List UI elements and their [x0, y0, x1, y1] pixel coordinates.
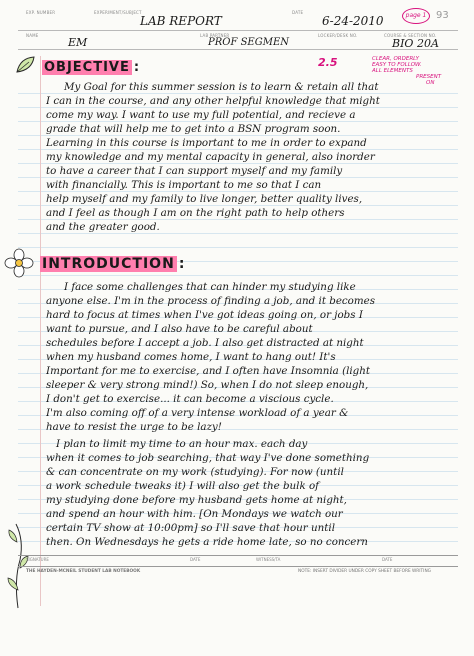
notebook-brand: THE HAYDEN-MCNEIL STUDENT LAB NOTEBOOK	[26, 569, 141, 574]
ruled-line	[18, 121, 458, 122]
objective-heading: OBJECTIVE :	[44, 60, 141, 75]
ruled-line	[18, 93, 458, 94]
introduction-line: I face some challenges that can hinder my studying like	[64, 281, 356, 293]
introduction-line: then. On Wednesdays he gets a ride home late, so no concern	[46, 536, 368, 548]
ruled-line	[18, 233, 458, 234]
notebook-note: NOTE: INSERT DIVIDER UNDER COPY SHEET BEFORE WRITING	[298, 569, 431, 574]
ruled-line	[18, 149, 458, 150]
introduction-heading: INTRODUCTION :	[42, 256, 186, 272]
grader-margin-note: CLEAR, ORDERLY EASY TO FOLLOW. ALL ELEMENTS PRESENT ON	[372, 56, 442, 86]
objective-line: and I feel as though I am on the right path to help others	[46, 207, 345, 219]
objective-line: help myself and my family to live longer, better quality lives,	[46, 193, 363, 205]
introduction-line: want to pursue, and I also have to be careful about	[46, 323, 313, 335]
ruled-line	[18, 219, 458, 220]
introduction-line: have to resist the urge to be lazy!	[46, 421, 222, 433]
introduction-line: Important for me to exercise, and I often have Insomnia (light	[46, 365, 371, 377]
introduction-line: anyone else. I'm in the process of finding a job, and it becomes	[46, 295, 376, 307]
ruled-line	[18, 191, 458, 192]
lab-partner-value: PROF SEGMEN	[208, 37, 290, 48]
margin-line	[40, 56, 41, 606]
course-label: COURSE & SECTION NO.	[384, 33, 437, 38]
objective-line: My Goal for this summer session is to learn & retain all that	[64, 81, 379, 93]
objective-line: Learning in this course is important to me in order to expand	[46, 137, 367, 149]
objective-line: and the greater good.	[46, 221, 160, 233]
course-value: BIO 20A	[392, 37, 439, 50]
witness-date-label: DATE	[382, 557, 393, 562]
date-label: DATE	[292, 10, 304, 15]
introduction-line: when it comes to job searching, that way I've done something	[46, 452, 370, 464]
leaf-doodle-icon	[14, 54, 38, 76]
objective-line: I can in the course, and any other helpful knowledge that might	[46, 95, 380, 107]
score-mark: 2.5	[318, 56, 338, 69]
introduction-line: certain TV show at 10:00pm] so I'll save that hour until	[46, 522, 335, 534]
objective-line: my knowledge and my mental capacity in general, also inorder	[46, 151, 375, 163]
witness-label: WITNESS/TA	[256, 557, 281, 562]
flower-doodle-icon	[4, 248, 34, 278]
ruled-line	[18, 205, 458, 206]
ruled-line	[18, 135, 458, 136]
signature-label: SIGNATURE	[26, 557, 49, 562]
signature-date-label: DATE	[190, 557, 201, 562]
introduction-line: I'm also coming off of a very intense workload of a year &	[46, 407, 349, 419]
locker-label: LOCKER/DESK NO.	[318, 33, 358, 38]
header-row-1	[18, 8, 458, 31]
experiment-value: LAB REPORT	[140, 14, 222, 28]
introduction-line: a work schedule tweaks it) I will also get the bulk of	[46, 480, 319, 492]
name-label: NAME	[26, 33, 39, 38]
footer-divider-2	[18, 566, 458, 567]
ruled-line	[18, 163, 458, 164]
experiment-subject-label: EXPERIMENT/SUBJECT	[94, 10, 142, 15]
introduction-line: I plan to limit my time to an hour max. each day	[56, 438, 308, 450]
objective-line: grade that will help me to get into a BSN program soon.	[46, 123, 341, 135]
introduction-line: sleeper & very strong mind!) So, when I do not sleep enough,	[46, 379, 369, 391]
page-badge: page 1	[402, 8, 430, 24]
introduction-line: & can concentrate on my work (studying). For now (until	[46, 466, 344, 478]
date-value: 6-24-2010	[322, 14, 384, 28]
objective-line: come my way. I want to use my full potential, and recieve a	[46, 109, 356, 121]
introduction-line: when my husband comes home, I want to hang out! It's	[46, 351, 336, 363]
exp-number-label: EXP. NUMBER	[26, 10, 56, 15]
introduction-line: my studying done before my husband gets home at night,	[46, 494, 347, 506]
objective-line: to have a career that I can support myself and my family	[46, 165, 343, 177]
introduction-line: hard to focus at times when I've got ideas going on, or jobs I	[46, 309, 363, 321]
lab-partner-label: LAB PARTNER	[200, 33, 230, 38]
ruled-line	[18, 177, 458, 178]
ruled-line	[18, 275, 458, 276]
objective-line: with financially. This is important to me so that I can	[46, 179, 322, 191]
vine-doodle-icon	[4, 520, 30, 610]
introduction-line: I don't get to exercise... it can become a viscious cycle.	[46, 393, 334, 405]
footer-divider	[18, 555, 458, 556]
page-number: 93	[436, 10, 449, 21]
introduction-line: and spend an hour with him. [On Mondays we watch our	[46, 508, 343, 520]
name-value: EM	[68, 36, 88, 49]
introduction-line: schedules before I accept a job. I also get distracted at night	[46, 337, 364, 349]
ruled-line	[18, 107, 458, 108]
ruled-line	[18, 247, 458, 248]
